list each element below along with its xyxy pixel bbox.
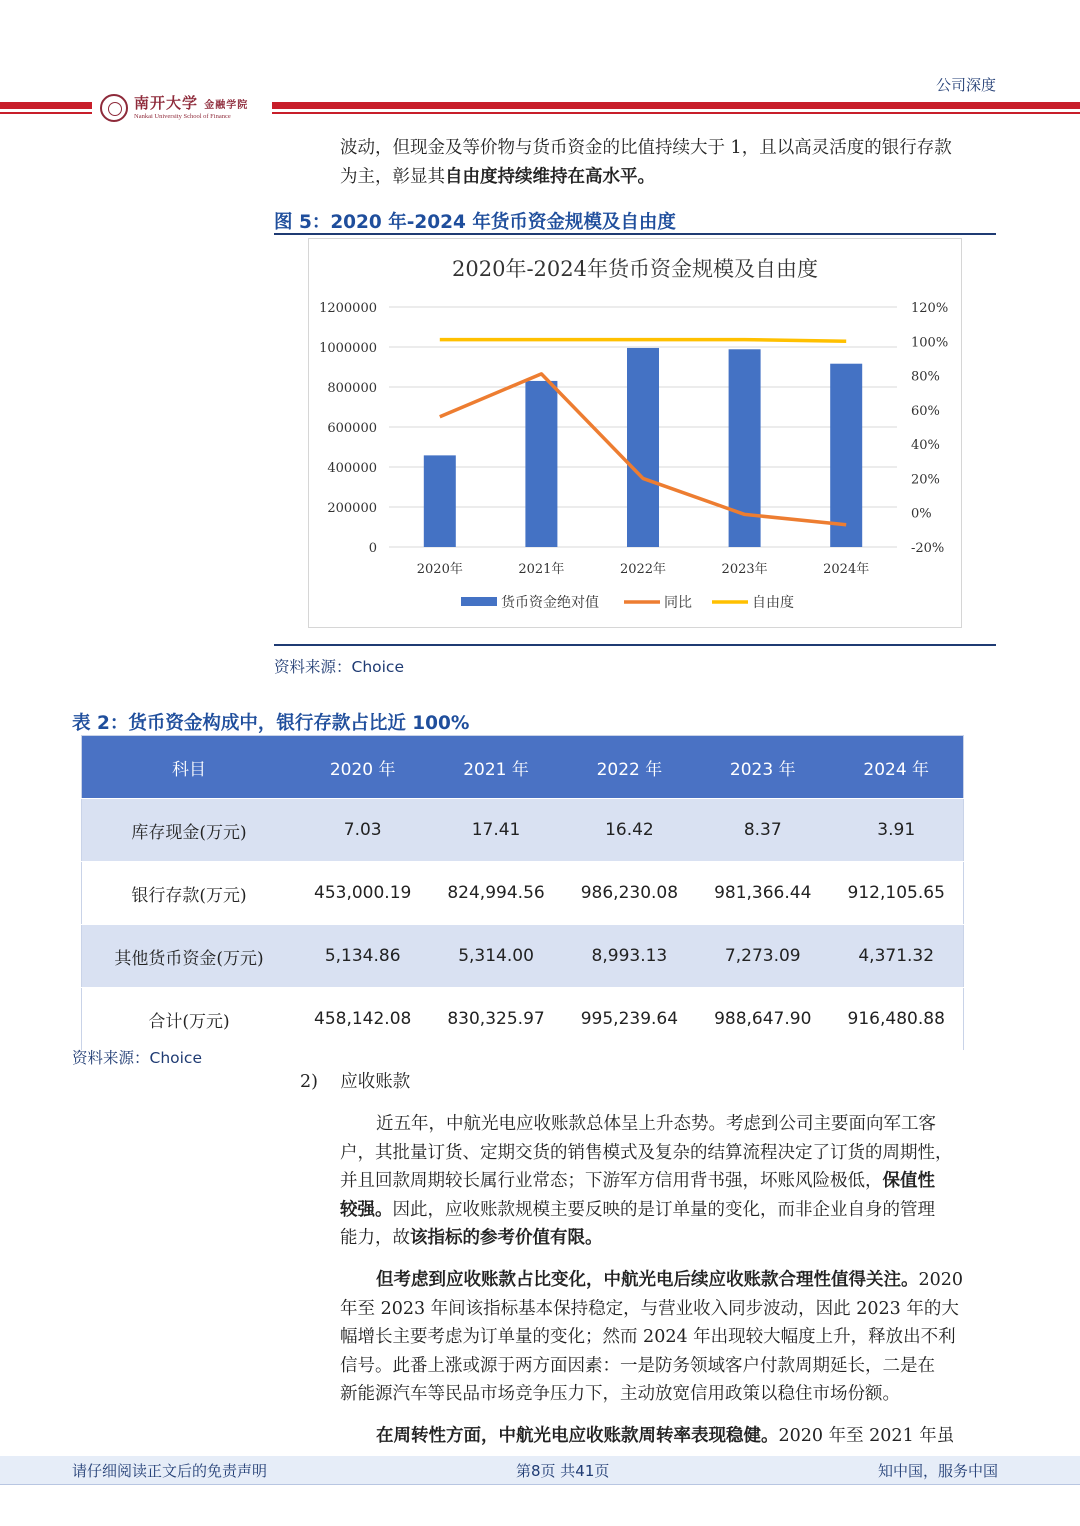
logo-title: 南开大学 — [134, 93, 199, 112]
table-cell: 17.41 — [429, 799, 562, 862]
table-cell: 986,230.08 — [563, 862, 696, 925]
figure-bottom-rule — [274, 644, 996, 646]
left-axis-tick-label: 800000 — [327, 381, 377, 396]
section-heading — [300, 1068, 410, 1097]
table-cell: 458,142.08 — [296, 988, 429, 1051]
table-cell: 3.91 — [829, 799, 963, 862]
table-cell: 5,314.00 — [429, 925, 562, 988]
university-logo — [100, 90, 265, 126]
p1-line-4: 因此，应收账款规模主要反映的是订单量的变化，而非企业自身的管理 — [392, 1199, 935, 1220]
legend-label: 货币资金绝对值 — [501, 595, 599, 611]
intro-line-1: 波动，但现金及等价物与货币资金的比值持续大于 1，且以高灵活度的银行存款 — [340, 138, 952, 158]
bar — [525, 381, 557, 547]
left-axis-tick-label: 600000 — [327, 421, 377, 436]
table-cell: 7,273.09 — [696, 925, 829, 988]
bar — [830, 364, 862, 547]
legend-label: 同比 — [664, 595, 692, 611]
cash-composition-table — [81, 735, 964, 1051]
figure-source: 资料来源：Choice — [274, 658, 404, 676]
table-row — [82, 799, 964, 862]
x-axis-tick-label: 2021年 — [518, 562, 565, 577]
paragraph-3 — [340, 1422, 1000, 1451]
bar — [729, 349, 761, 547]
header-red-line-left — [0, 112, 92, 114]
right-axis-tick-label: -20% — [911, 541, 945, 556]
table-cell: 988,647.90 — [696, 988, 829, 1051]
header-red-line-right — [272, 112, 1080, 114]
footer-page-number: 第8页 共41页 — [516, 1462, 610, 1480]
table-header-cell: 2022 年 — [563, 736, 696, 799]
chart-container — [308, 238, 962, 628]
footer-line — [0, 1484, 1080, 1485]
table-header-cell: 2021 年 — [429, 736, 562, 799]
table-source: 资料来源：Choice — [72, 1049, 202, 1067]
section-label: 公司深度 — [935, 76, 996, 94]
section-title: 应收账款 — [340, 1072, 411, 1092]
left-axis-tick-label: 400000 — [327, 461, 377, 476]
p3-line-1: 2020 年至 2021 年虽 — [778, 1426, 955, 1446]
right-axis-tick-label: 20% — [911, 472, 940, 488]
p1-line-2: 户，其批量订货、定期交货的销售模式及复杂的结算流程决定了订货的周期性， — [340, 1142, 953, 1163]
logo-subtitle: 金融学院 — [204, 99, 249, 111]
p1-line-3-bold: 保值性 — [882, 1171, 935, 1191]
table-header-cell: 2020 年 — [296, 736, 429, 799]
intro-paragraph — [340, 134, 1000, 191]
paragraph-2 — [340, 1266, 1000, 1409]
table-cell: 4,371.32 — [829, 925, 963, 988]
table-header-cell: 2023 年 — [696, 736, 829, 799]
figure-top-rule — [274, 233, 996, 235]
table-row — [82, 925, 964, 988]
table-header-cell: 2024 年 — [829, 736, 963, 799]
table-row — [82, 862, 964, 925]
p2-line-3: 幅增长主要考虑为订单量的变化；然而 2024 年出现较大幅度上升，释放出不利 — [340, 1327, 956, 1347]
p2-line-4: 信号。此番上涨或源于两方面因素：一是防务领域客户付款周期延长，二是在 — [340, 1355, 935, 1376]
x-axis-tick-label: 2024年 — [823, 562, 870, 577]
intro-line-2: 为主，彰显其 — [340, 166, 445, 187]
figure-caption: 图 5：2020 年-2024 年货币资金规模及自由度 — [274, 212, 676, 233]
x-axis-tick-label: 2023年 — [721, 562, 768, 577]
header-red-bar-left — [0, 102, 92, 109]
table-cell: 7.03 — [296, 799, 429, 862]
logo-english: Nankai University School of Finance — [134, 112, 231, 120]
table-cell: 916,480.88 — [829, 988, 963, 1051]
table-caption: 表 2：货币资金构成中，银行存款占比近 100% — [72, 713, 470, 734]
p1-line-5-bold: 该指标的参考价值有限。 — [410, 1228, 603, 1248]
table-cell: 8,993.13 — [563, 925, 696, 988]
p1-line-3: 并且回款周期较长属行业常态；下游军方信用背书强，坏账风险极低， — [340, 1171, 883, 1191]
table-cell: 995,239.64 — [563, 988, 696, 1051]
right-axis-tick-label: 60% — [911, 403, 940, 419]
table-header-row — [82, 736, 964, 799]
x-axis-tick-label: 2022年 — [619, 562, 667, 577]
table-cell: 830,325.97 — [429, 988, 562, 1051]
p1-line-5: 能力，故 — [340, 1228, 410, 1248]
bar — [627, 348, 659, 547]
table-cell: 453,000.19 — [296, 862, 429, 925]
table-cell: 16.42 — [563, 799, 696, 862]
intro-line-2-bold: 自由度持续维持在高水平。 — [445, 166, 655, 187]
right-axis-tick-label: 120% — [911, 301, 949, 316]
row-label: 银行存款(万元) — [82, 862, 297, 925]
row-label: 其他货币资金(万元) — [82, 925, 297, 988]
p1-line-1: 近五年，中航光电应收账款总体呈上升态势。考虑到公司主要面向军工客 — [376, 1114, 936, 1134]
paragraph-1 — [340, 1110, 1000, 1253]
chart-title: 2020年-2024年货币资金规模及自由度 — [452, 257, 818, 281]
footer-disclaimer[interactable]: 请仔细阅读正文后的免责声明 — [72, 1462, 268, 1480]
p2-line-5: 新能源汽车等民品市场竞争压力下，主动放宽信用政策以稳住市场份额。 — [340, 1384, 900, 1404]
table-cell: 8.37 — [696, 799, 829, 862]
row-label: 库存现金(万元) — [82, 799, 297, 862]
university-seal-icon — [100, 94, 128, 122]
table-cell: 5,134.86 — [296, 925, 429, 988]
right-axis-tick-label: 80% — [911, 369, 940, 385]
right-axis-tick-label: 40% — [911, 438, 940, 454]
table-cell: 824,994.56 — [429, 862, 562, 925]
p3-line-1-bold: 在周转性方面，中航光电应收账款周转率表现稳健。 — [376, 1426, 779, 1446]
left-axis-tick-label: 0 — [368, 541, 377, 556]
p1-line-4-bold: 较强。 — [340, 1199, 393, 1220]
p2-line-1: 2020 — [918, 1270, 964, 1290]
left-axis-tick-label: 200000 — [327, 501, 377, 516]
section-number: 2) — [300, 1072, 318, 1092]
footer-slogan: 知中国，服务中国 — [877, 1462, 998, 1480]
table-header-cell: 科目 — [82, 736, 297, 799]
row-label: 合计(万元) — [82, 988, 297, 1051]
legend-swatch — [461, 597, 497, 606]
bar — [424, 455, 456, 547]
left-axis-tick-label: 1200000 — [319, 301, 377, 316]
p2-line-2: 年至 2023 年间该指标基本保持稳定，与营业收入同步波动，因此 2023 年的大 — [340, 1298, 959, 1319]
table-row — [82, 988, 964, 1051]
right-axis-tick-label: 100% — [911, 335, 949, 351]
table-cell: 912,105.65 — [829, 862, 963, 925]
left-axis-tick-label: 1000000 — [319, 341, 377, 356]
series-line — [440, 340, 846, 342]
chart-svg — [309, 239, 961, 627]
legend-label: 自由度 — [752, 595, 794, 611]
header-red-bar-right — [272, 102, 1080, 109]
right-axis-tick-label: 0% — [911, 506, 932, 522]
x-axis-tick-label: 2020年 — [416, 562, 463, 577]
p2-line-1-bold: 但考虑到应收账款占比变化，中航光电后续应收账款合理性值得关注。 — [376, 1270, 919, 1290]
table-cell: 981,366.44 — [696, 862, 829, 925]
